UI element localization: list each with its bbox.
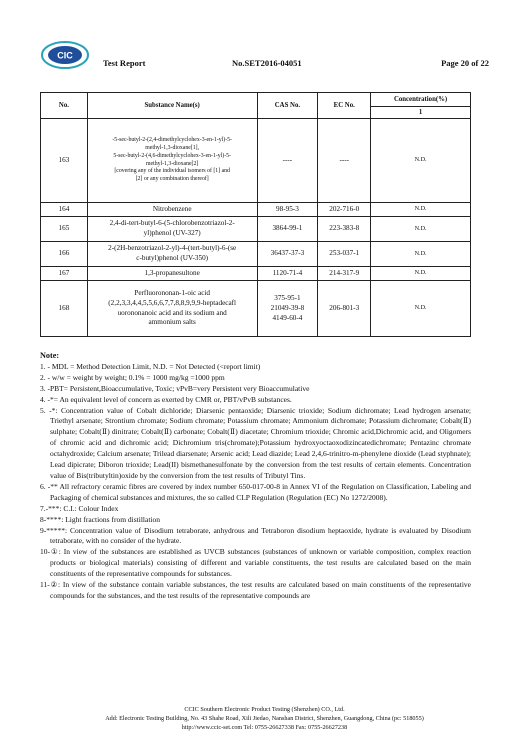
note-item: 1. - MDL = Method Detection Limit, N.D. = Not Detected (<report limit)	[40, 361, 261, 371]
note-item: 2. - w/w = weight by weight; 0.1% = 1000 mg/kg =1000 ppm	[40, 372, 225, 382]
substance-line: 2-(2H-benzotriazol-2-yl)-4-(tert-butyl)-6-(se	[108, 244, 237, 253]
row-conc: N.D.	[371, 267, 471, 281]
note-item: 8-****: Light fractions from distillation	[40, 514, 160, 524]
footer-address: Add: Electronic Testing Building, No. 43 Shahe Road, Xili Jiedao, Nanshan District, Shenzhen, Guangdong, China (pc: 518055)	[105, 715, 424, 722]
row-cas: 36437-37-3	[257, 242, 318, 267]
substance-line: Perfluorononan-1-oic acid	[134, 289, 210, 298]
page-footer	[0, 705, 529, 732]
note-item: 7.-***: C.I.: Colour Index	[40, 503, 119, 513]
row-substance	[87, 242, 257, 267]
row-conc: N.D.	[371, 119, 471, 203]
footer-contact: http://www.ccic-set.com Tel: 0755-26627338 Fax: 0755-26627238	[181, 724, 348, 731]
col-cas: CAS No.	[257, 93, 318, 119]
notes-heading: Note:	[40, 351, 60, 360]
notes-section	[40, 351, 471, 602]
row-ec: 202-716-0	[318, 203, 371, 217]
cas-line: 375-95-1	[274, 294, 301, 303]
row-no: 163	[41, 119, 88, 203]
table-row	[41, 217, 471, 242]
substance-line: 2,4-di-tert-butyl-6-(5-chlorobenzotriazol-2-	[109, 219, 235, 228]
row-cas: 98-95-3	[257, 203, 318, 217]
row-substance	[87, 281, 257, 337]
row-cas: 3864-99-1	[257, 217, 318, 242]
substance-table	[40, 92, 471, 337]
table-row	[41, 281, 471, 337]
cas-line: 21049-39-8	[270, 303, 305, 312]
note-item: 11-②: In view of the substance contain variable substances, the test results are calculated based on main constituents of the representative compounds for the substances, and the test results of the representative compounds are	[40, 580, 471, 600]
row-ec: ----	[318, 119, 371, 203]
substance-line: methyl-1,3-dioxane[1],	[145, 145, 200, 152]
col-no: No.	[41, 93, 88, 119]
row-ec: 206-801-3	[318, 281, 371, 337]
note-item: 9-*****: Concentration value of Disodium tetraborate, anhydrous and Tetraboron disodium heptaoxide, hydrate is evaluated by Disodium tetraborate, with no consider of the hydrate.	[40, 525, 471, 546]
row-substance: 1,3-propanesultone	[87, 267, 257, 281]
note-item: 5. -*: Concentration value of Cobalt dichloride; Diarsenic pentaoxide; Diarsenic trioxide; Sodium dichromate; Lead hydrogen arsenate; Triethyl arsenate; Strontium chromate; Sodium chromate; Potassium chromate; Ammonium dichromate; Potassium dichromate; Cobalt(Ⅱ) sulphate; Cobalt(Ⅱ) dinitrate; Cobalt(Ⅱ) carbonate; Cobalt(Ⅱ) diacetate; Chromium trioxide; Chromic acid,Dichromic acid, and Oligomers of chromic acid and dichromic acid; Dichromium tris(chromate);Potassium hydroxyoctaoxodizincatedichromate; Pentazinc chromate octahydroxide; Calcium arsenate; Trilead diarsenate; Arsenic acid; Lead diazide; Lead 2,4,6-trinitro-m-phenylene dioxide (Lead styphnate); Lead dipicrate; Diboron trioxide; Lead(II) bismethanesulfonate by the conversion from the test results of certain elements. Concentration value of Bis(tributyltin)oxide by the conversion from the test results of Tributyl Tins.	[40, 405, 471, 480]
note-item: 4. -*= An equivalent level of concern as exerted by CMR or, PBT/vPvB substances.	[40, 394, 292, 404]
row-ec: 214-317-9	[318, 267, 371, 281]
row-conc: N.D.	[371, 242, 471, 267]
row-substance	[87, 217, 257, 242]
row-cas: ----	[257, 119, 318, 203]
footer-company: CCIC Southern Electronic Product Testing (Shenzhen) CO., Ltd.	[184, 706, 345, 713]
row-no: 167	[41, 267, 88, 281]
row-no: 166	[41, 242, 88, 267]
table-row	[41, 119, 471, 203]
row-cas	[257, 281, 318, 337]
report-number: No.SET2016-04051	[232, 58, 302, 68]
row-no: 164	[41, 203, 88, 217]
table-row	[41, 267, 471, 281]
row-no: 168	[41, 281, 88, 337]
substance-line: 5-sec-butyl-2-(4,6-dimethylcyclohex-3-en-1-yl)-5-	[113, 152, 231, 159]
table-row	[41, 203, 471, 217]
ccic-logo-icon	[40, 40, 90, 70]
row-substance: Nitrobenzene	[87, 203, 257, 217]
note-item: 6. -** All refractory ceramic fibres are covered by index number 650-017-00-8 in Annex VI of the Regulation on Classification, Labeling and Packaging of chemical substances and mixtures, the so called CLP Regulation (Regulation (EC) No 1272/2008).	[40, 481, 471, 502]
cas-line: 4149-60-4	[272, 313, 303, 322]
logo-text: CIC	[57, 50, 73, 61]
row-no: 165	[41, 217, 88, 242]
substance-line: yl)phenol (UV-327)	[143, 229, 201, 238]
col-substance: Substance Name(s)	[87, 93, 257, 119]
row-conc: N.D.	[371, 217, 471, 242]
row-conc: N.D.	[371, 281, 471, 337]
substance-line: [2] or any combination thereof]	[135, 176, 209, 183]
row-conc: N.D.	[371, 203, 471, 217]
page-number: Page 20 of 22	[441, 58, 489, 68]
substance-line: ammonium salts	[148, 318, 196, 327]
substance-line: uorononanoic acid and its sodium and	[117, 308, 227, 317]
substance-line: c-butyl)phenol (UV-350)	[136, 254, 209, 263]
note-item: 10-①: In view of the substances are established as UVCB substances (substances of unknown or variable composition, complex reaction products or biological materials) consisting of different and variable constituents, the test results are calculated based on the main constituents of the representative compounds for substances.	[40, 547, 471, 579]
substance-line: [covering any of the individual isomers of [1] and	[114, 168, 230, 175]
table-row	[41, 242, 471, 267]
col-concentration-sub: 1	[371, 107, 471, 119]
table-header-row	[41, 93, 471, 107]
page-header	[0, 0, 529, 80]
col-concentration: Concentration(%)	[371, 93, 471, 107]
row-ec: 223-383-8	[318, 217, 371, 242]
col-ec: EC No.	[318, 93, 371, 119]
row-cas: 1120-71-4	[257, 267, 318, 281]
row-ec: 253-037-1	[318, 242, 371, 267]
substance-line: (2,2,3,3,4,4,5,5,6,6,7,7,8,8,9,9,9-heptadecafl	[108, 298, 237, 307]
substance-line: methyl-1,3-dioxane[2]	[146, 160, 199, 167]
substance-line: -5-sec-butyl-2-(2,4-dimethylcyclohex-3-en-1-yl)-5-	[112, 137, 232, 144]
row-substance	[87, 119, 257, 203]
report-title: Test Report	[103, 58, 146, 68]
note-item: 3. -PBT= Persistent,Bioaccumulative, Toxic; vPvB=very Persistent very Bioaccumulative	[40, 383, 310, 393]
